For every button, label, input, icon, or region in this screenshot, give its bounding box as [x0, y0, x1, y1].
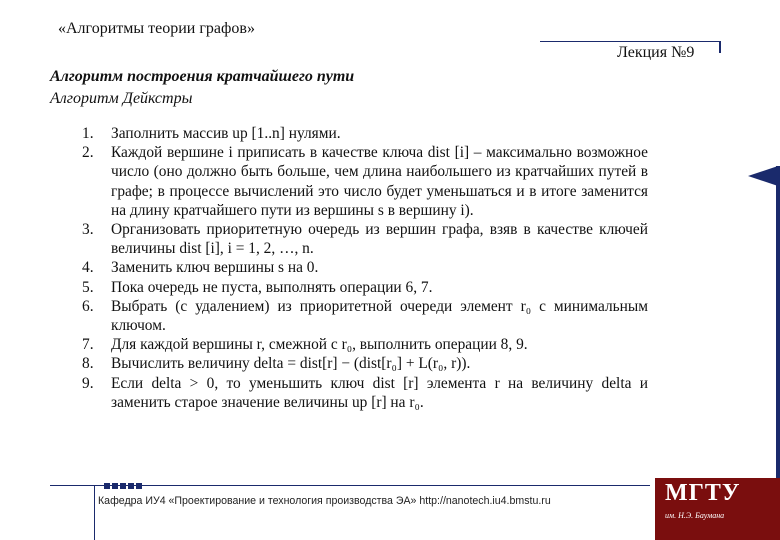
step-text: Пока очередь не пуста, выполнять операции 6, 7.: [111, 278, 433, 296]
step-number: 8.: [82, 355, 94, 373]
step-item: [82, 278, 648, 297]
step-item: [82, 143, 648, 220]
step-text: Организовать приоритетную очередь из вершин графа, взяв в качестве ключей величины dist [i], i = 1, 2, …, n.: [111, 221, 648, 258]
logo-main-text: МГТУ: [665, 480, 741, 506]
step-number: 2.: [82, 144, 94, 162]
step-number: 4.: [82, 259, 94, 277]
step-number: 9.: [82, 374, 94, 392]
step-number: 6.: [82, 297, 94, 315]
step-item: [82, 220, 648, 258]
step-item: [82, 124, 648, 143]
step-item: [82, 258, 648, 277]
side-arrow-icon: [748, 166, 778, 186]
course-title: «Алгоритмы теории графов»: [58, 20, 255, 37]
lecture-label: Лекция №9: [617, 44, 695, 61]
page-subtitle: Алгоритм Дейкстры: [50, 90, 193, 107]
footer-divider: [94, 485, 95, 540]
dot-icon: [120, 483, 126, 489]
header-rule: [540, 41, 720, 42]
step-text: Вычислить величину delta = dist[r] − (dist[r₀] + L(r₀, r)).: [111, 355, 471, 373]
step-text: Заменить ключ вершины s на 0.: [111, 259, 319, 277]
dot-icon: [104, 483, 110, 489]
step-item: [82, 374, 648, 412]
step-number: 1.: [82, 125, 94, 142]
header-rule-tick: [719, 41, 721, 53]
logo-sub-text: им. Н.Э. Баумана: [665, 511, 725, 520]
step-text: Если delta > 0, то уменьшить ключ dist [r] элемента r на величину delta и заменить старое значение величины up [r] на r₀.: [111, 374, 648, 411]
dot-icon: [112, 483, 118, 489]
step-text: Для каждой вершины r, смежной с r₀, выполнить операции 8, 9.: [111, 336, 528, 354]
step-item: [82, 335, 648, 354]
dot-icon: [136, 483, 142, 489]
step-text: Каждой вершине i приписать в качестве ключа dist [i] – максимально возможное число (оно должно быть больше, чем длина наибольшего из кратчайших путей в графе; в процессе вычислений это число будет уменьшаться и в итоге заменится на длину кратчайшего пути из вершины s в вершину i).: [111, 144, 648, 219]
page-title: Алгоритм построения кратчайшего пути: [50, 68, 355, 85]
step-text: Выбрать (с удалением) из приоритетной очереди элемент r₀ с минимальным ключом.: [111, 297, 648, 335]
algorithm-steps: [82, 124, 648, 412]
step-item: [82, 354, 648, 373]
step-text: Заполнить массив up [1..n] нулями.: [111, 125, 341, 142]
step-number: 5.: [82, 278, 94, 296]
dot-icon: [128, 483, 134, 489]
footer-text: Кафедра ИУ4 «Проектирование и технология производства ЭА» http://nanotech.iu4.bmstu.ru: [98, 495, 551, 507]
footer-rule: [50, 485, 650, 486]
step-number: 3.: [82, 221, 94, 239]
step-item: [82, 297, 648, 335]
step-number: 7.: [82, 336, 94, 354]
university-logo: [655, 478, 780, 540]
